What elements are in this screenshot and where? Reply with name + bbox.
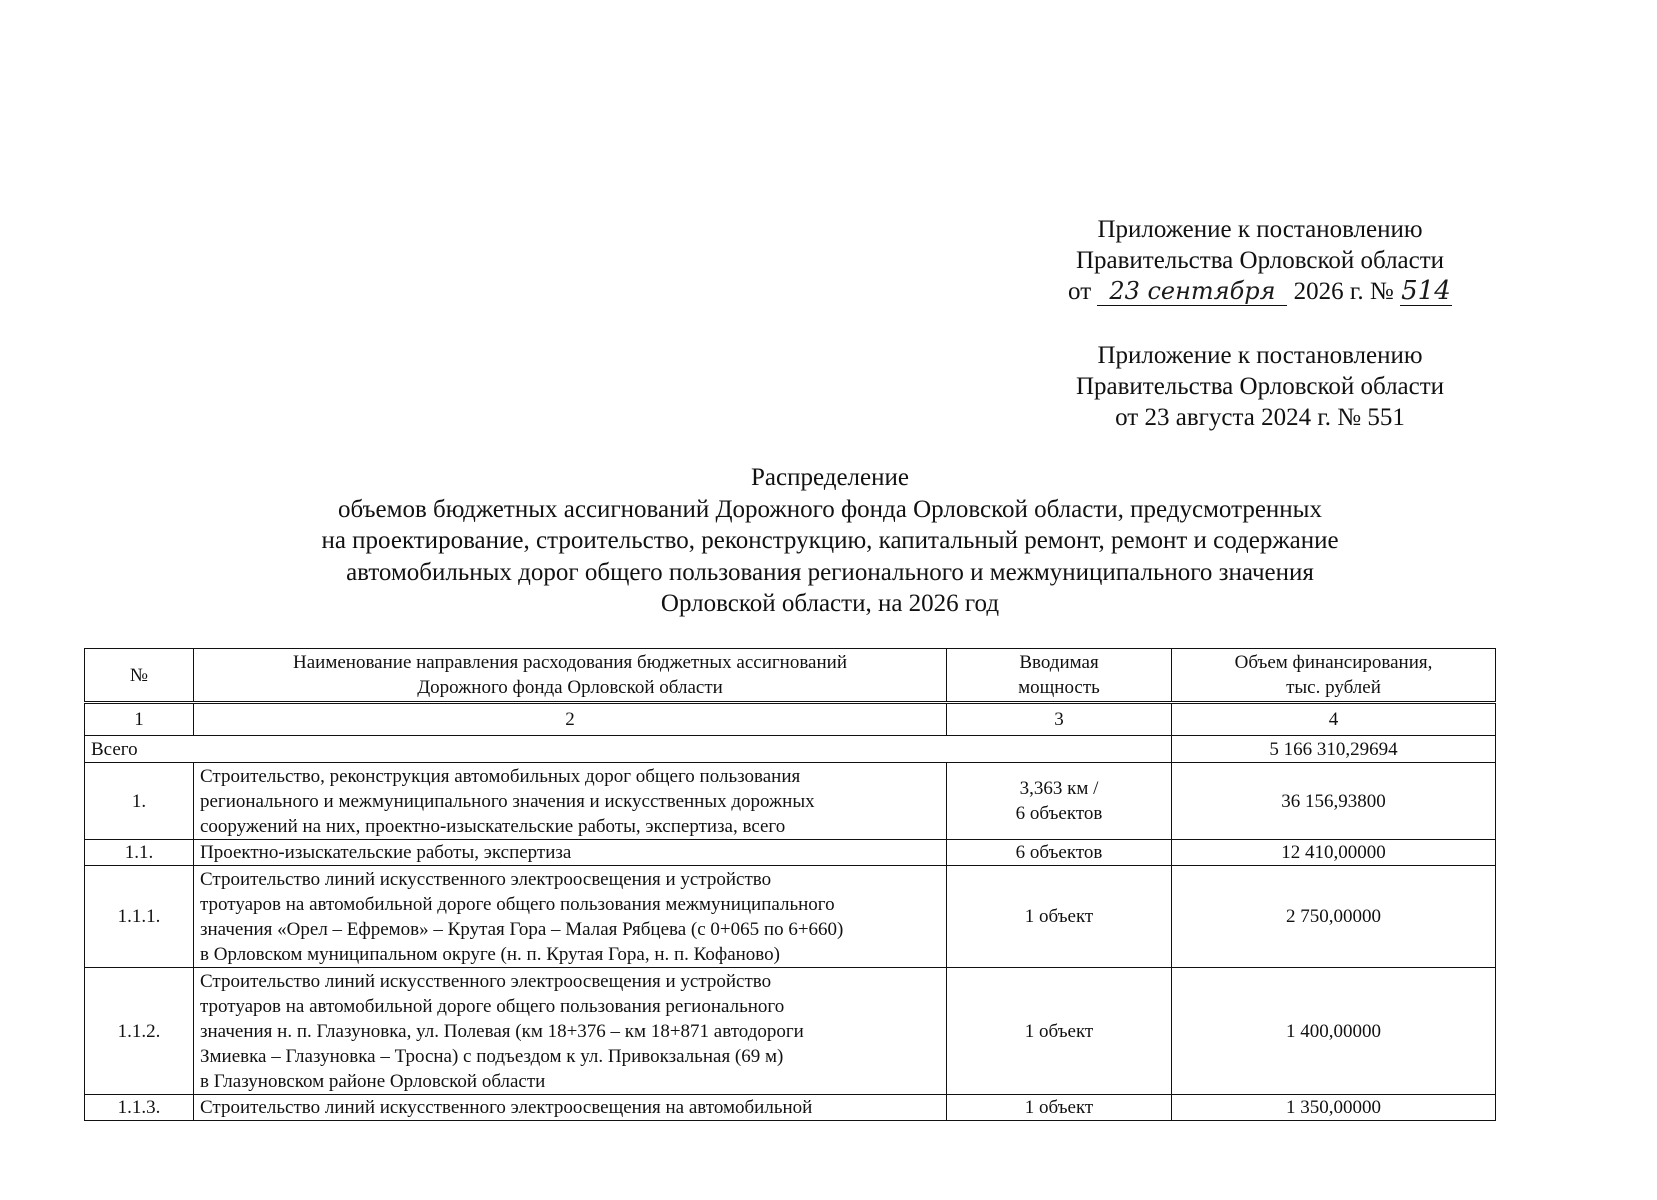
row-num: 1.1. <box>85 840 194 866</box>
date-prefix: от <box>1068 278 1092 305</box>
title-line-4: Орловской области, на 2026 год <box>660 590 1000 617</box>
appendix-new-date-line <box>1040 276 1480 307</box>
total-funding: 5 166 310,29694 <box>1172 736 1496 763</box>
handwritten-number: 514 <box>1401 276 1451 306</box>
row-capacity: 6 объектов <box>947 840 1172 866</box>
document-title <box>160 462 1500 620</box>
row-name: Проектно-изыскательские работы, экспертиза <box>194 840 947 866</box>
row-num: 1.1.2. <box>85 968 194 1095</box>
title-heading: Распределение <box>751 464 909 491</box>
row-capacity: 1 объект <box>947 1095 1172 1121</box>
header-num: № <box>85 649 194 703</box>
row-funding: 36 156,93800 <box>1172 763 1496 840</box>
row-num: 1.1.3. <box>85 1095 194 1121</box>
appendix-new-line2: Правительства Орловской области <box>1075 247 1445 274</box>
appendix-new-line1: Приложение к постановлению <box>1097 216 1423 243</box>
row-name: Строительство линий искусственного электроосвещения и устройство тротуаров на автомобильной дороге общего пользования межмуниципального значения «Орел – Ефремов» – Крутая Гора – Малая Рябцева (с 0+065 по 6+660) в Орловском муниципальном округе (н. п. Крутая Гора, н. п. Кофаново) <box>194 866 947 968</box>
row-funding: 12 410,00000 <box>1172 840 1496 866</box>
row-capacity: 3,363 км / 6 объектов <box>947 763 1172 840</box>
title-line-2: на проектирование, строительство, реконструкцию, капитальный ремонт, ремонт и содержание <box>321 527 1339 554</box>
handwritten-date: 23 сентября <box>1097 277 1287 306</box>
title-line-3: автомобильных дорог общего пользования регионального и межмуниципального значения <box>346 558 1314 586</box>
appendix-old-line1: Приложение к постановлению <box>1097 342 1423 369</box>
table-header-row <box>85 649 1496 703</box>
year-text: 2026 г. № <box>1293 278 1394 305</box>
header-capacity: Вводимая мощность <box>947 649 1172 703</box>
column-number-4: 4 <box>1172 703 1496 736</box>
table-row <box>85 840 1496 866</box>
column-number-3: 3 <box>947 703 1172 736</box>
row-funding: 1 350,00000 <box>1172 1095 1496 1121</box>
header-funding: Объем финансирования, тыс. рублей <box>1172 649 1496 703</box>
column-number-2: 2 <box>194 703 947 736</box>
total-label: Всего <box>85 736 1172 763</box>
row-funding: 1 400,00000 <box>1172 968 1496 1095</box>
appendix-old-block <box>1040 340 1480 433</box>
column-number-1: 1 <box>85 703 194 736</box>
row-capacity: 1 объект <box>947 968 1172 1095</box>
appendix-old-line3: от 23 августа 2024 г. № 551 <box>1115 404 1405 431</box>
appendix-new-block <box>1040 214 1480 307</box>
row-capacity: 1 объект <box>947 866 1172 968</box>
appendix-old-line2: Правительства Орловской области <box>1075 373 1445 400</box>
title-line-1: объемов бюджетных ассигнований Дорожного фонда Орловской области, предусмотренных <box>338 495 1322 523</box>
row-num: 1. <box>85 763 194 840</box>
row-name: Строительство линий искусственного электроосвещения и устройство тротуаров на автомобильной дороге общего пользования регионального значения н. п. Глазуновка, ул. Полевая (км 18+376 – км 18+871 автодороги Змиевка – Глазуновка – Тросна) с подъездом к ул. Привокзальная (69 м) в Глазуновском районе Орловской области <box>194 968 947 1095</box>
row-name: Строительство, реконструкция автомобильных дорог общего пользования регионального и межмуниципального значения и искусственных дорожных сооружений на них, проектно-изыскательские работы, экспертиза, всего <box>194 763 947 840</box>
total-row <box>85 736 1496 763</box>
table-row <box>85 968 1496 1095</box>
table-row <box>85 866 1496 968</box>
header-name: Наименование направления расходования бюджетных ассигнований Дорожного фонда Орловской области <box>194 649 947 703</box>
row-funding: 2 750,00000 <box>1172 866 1496 968</box>
allocation-table <box>84 648 1496 1121</box>
column-number-row <box>85 703 1496 736</box>
row-name: Строительство линий искусственного электроосвещения на автомобильной <box>194 1095 947 1121</box>
table-row <box>85 763 1496 840</box>
row-num: 1.1.1. <box>85 866 194 968</box>
table-row <box>85 1095 1496 1121</box>
